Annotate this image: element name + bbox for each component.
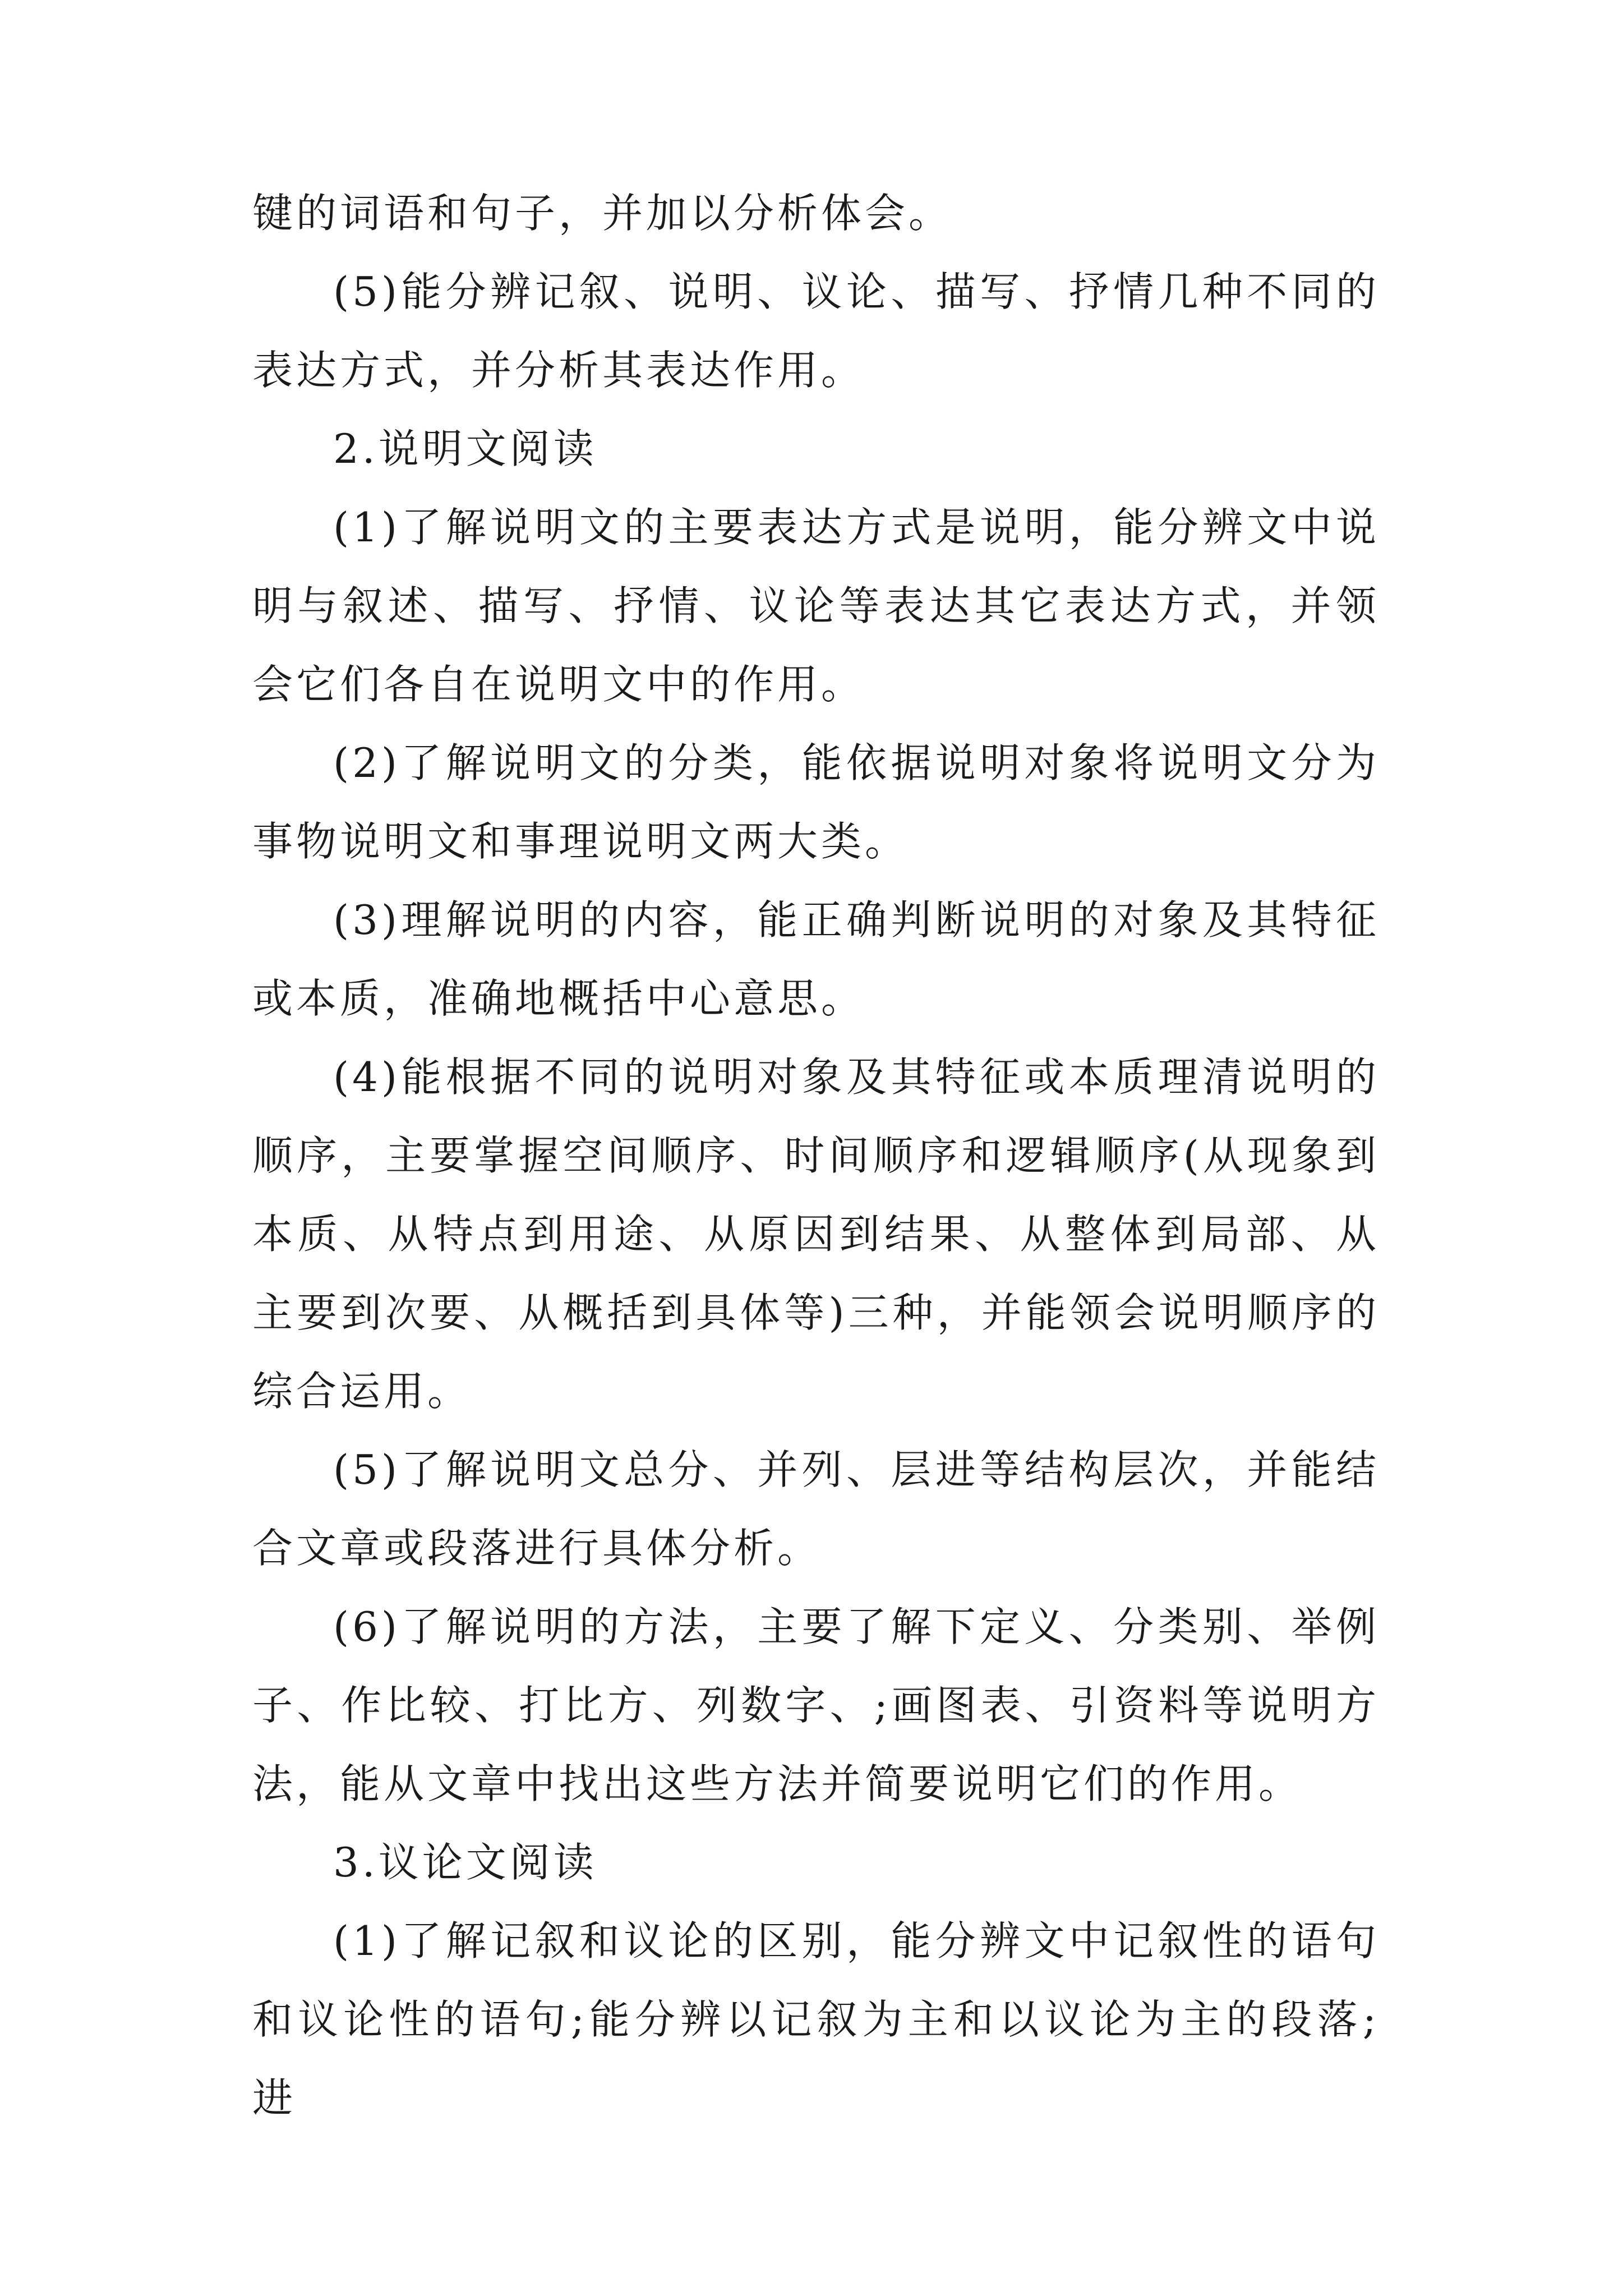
paragraph-item-5: (5)了解说明文总分、并列、层进等结构层次，并能结合文章或段落进行具体分析。 <box>252 1446 1380 1572</box>
section-heading-expository-reading: 2.说明文阅读 <box>333 425 597 472</box>
paragraph-item-1: (1)了解说明文的主要表达方式是说明，能分辨文中说明与叙述、描写、抒情、议论等表达其它表达方式，并领会它们各自在说明文中的作用。 <box>252 504 1380 708</box>
paragraph-item-2: (2)了解说明文的分类，能依据说明对象将说明文分为事物说明文和事理说明文两大类。 <box>252 739 1380 865</box>
paragraph-item-3: (3)理解说明的内容，能正确判断说明的对象及其特征或本质，准确地概括中心意思。 <box>252 896 1380 1022</box>
paragraph-item-5-expression-modes: (5)能分辨记叙、说明、议论、描写、抒情几种不同的表达方式，并分析其表达作用。 <box>252 268 1380 394</box>
paragraph-item-1-argumentative: (1)了解记叙和议论的区别，能分辨文中记叙性的语句和议论性的语句;能分辨以记叙为主和以议论为主的段落;进 <box>252 1917 1380 2122</box>
paragraph-item-6: (6)了解说明的方法，主要了解下定义、分类别、举例子、作比较、打比方、列数字、;画图表、引资料等说明方法，能从文章中找出这些方法并简要说明它们的作用。 <box>252 1603 1380 1807</box>
paragraph-item-4: (4)能根据不同的说明对象及其特征或本质理清说明的顺序，主要掌握空间顺序、时间顺序和逻辑顺序(从现象到本质、从特点到用途、从原因到结果、从整体到局部、从主要到次要、从概括到具体等)三种，并能领会说明顺序的综合运用。 <box>252 1053 1380 1415</box>
paragraph-continuation: 键的词语和句子，并加以分析体会。 <box>252 190 953 237</box>
section-heading-argumentative-reading: 3.议论文阅读 <box>333 1839 597 1886</box>
body-text <box>252 174 1380 2137</box>
